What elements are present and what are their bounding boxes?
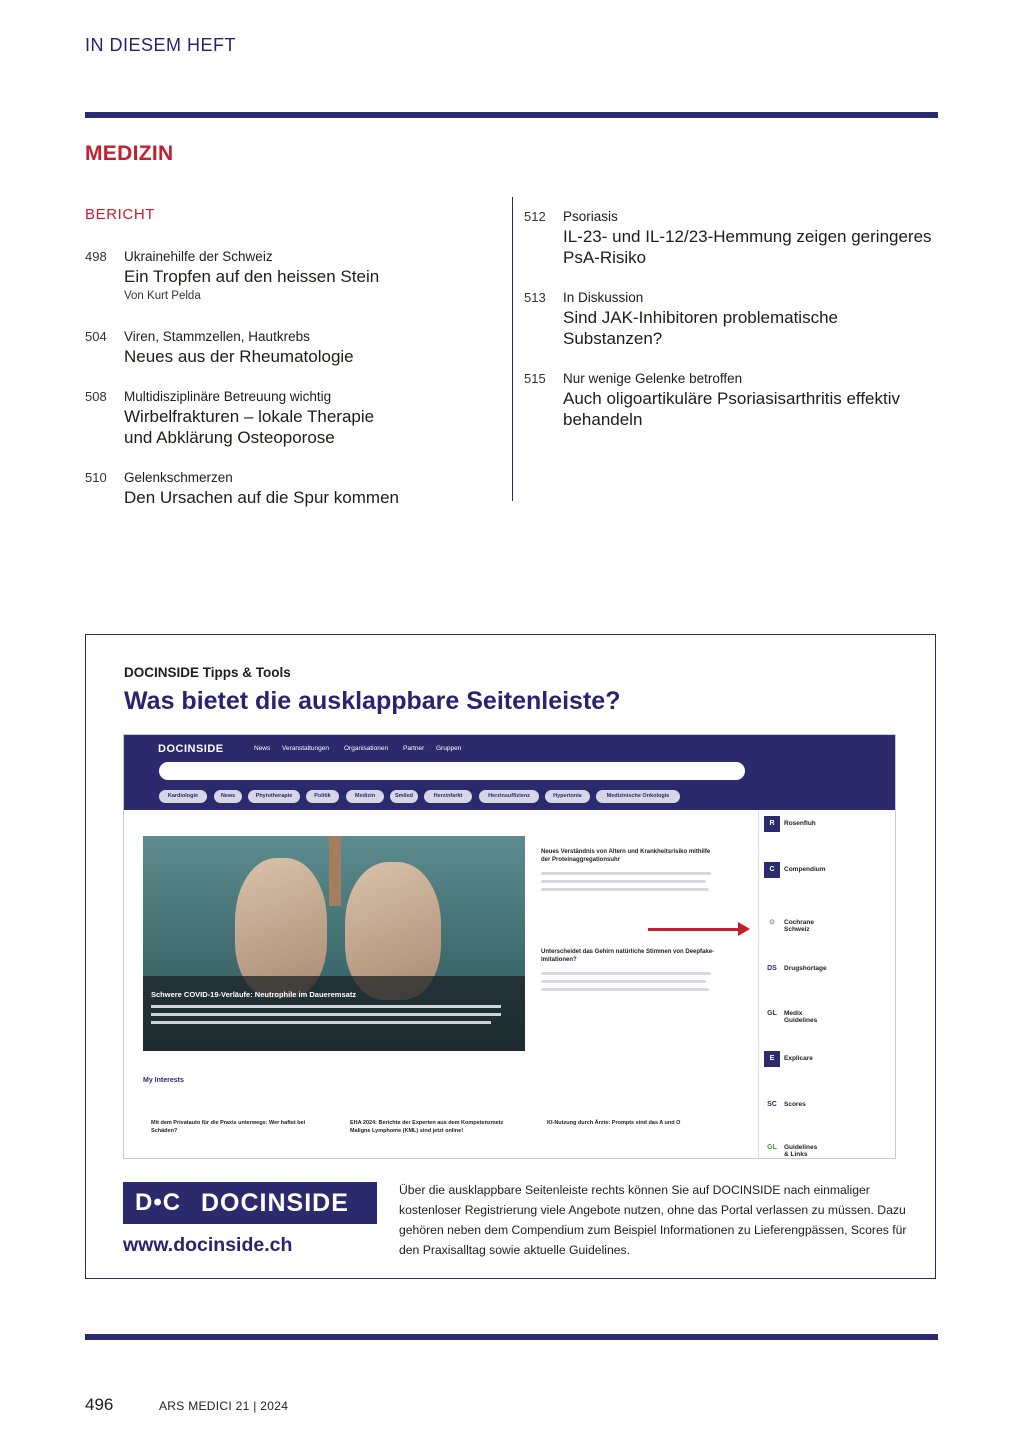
screenshot-card-title: KI-Nutzung durch Ärzte: Prompts sind das A und O (547, 1120, 681, 1126)
screenshot-chip: News (214, 790, 242, 803)
toc-entry[interactable] (85, 248, 505, 308)
sidebar-item-label: Scores (784, 1101, 806, 1108)
toc-title-line: Sind JAK-Inhibitoren problematische (563, 308, 838, 327)
hero-text-line (151, 1021, 491, 1024)
screenshot-chip: Hypertonie (545, 790, 590, 803)
toc-entry[interactable] (85, 388, 505, 450)
docinside-url[interactable]: www.docinside.ch (123, 1234, 293, 1256)
screenshot-nav-link: Gruppen (436, 745, 462, 752)
screenshot-chip: Medizinische Onkologie (596, 790, 680, 803)
toc-title-line: Wirbelfrakturen – lokale Therapie (124, 407, 375, 426)
promo-title: Was bietet die ausklappbare Seitenleiste? (124, 687, 621, 715)
screenshot-chip: Kardiologie (159, 790, 207, 803)
toc-page-number: 512 (524, 209, 546, 224)
screenshot-chip: Politik (306, 790, 339, 803)
rosenfluh-icon: R (764, 816, 780, 832)
toc-page-number: 515 (524, 371, 546, 386)
docinside-logo-mark: D•C (135, 1189, 182, 1216)
explicare-icon: E (764, 1051, 780, 1067)
page-number: 496 (85, 1395, 114, 1414)
sidebar-item-label: Drugshortage (784, 965, 827, 972)
screenshot-logo: DOCINSIDE (158, 743, 224, 755)
screenshot-chip: Herzinsuffizienz (479, 790, 539, 803)
screenshot-nav-link: Organisationen (344, 745, 389, 752)
trachea-illustration (329, 836, 341, 906)
screenshot-chip: Phytotherapie (248, 790, 300, 803)
toc-title: Den Ursachen auf die Spur kommen (124, 488, 399, 507)
screenshot-hero-image (143, 836, 525, 1051)
screenshot-chip: Medizin (346, 790, 384, 803)
toc-title: Ein Tropfen auf den heissen Stein (124, 267, 380, 286)
toc-page-number: 508 (85, 389, 107, 404)
subcategory-label: BERICHT (85, 206, 156, 223)
toc-page-number: 513 (524, 290, 546, 305)
screenshot-chip: Smiled (390, 790, 418, 803)
sidebar-item-label: Explicare (784, 1055, 813, 1062)
toc-title-line: IL-23- und IL-12/23-Hemmung zeigen geringeres (563, 227, 932, 246)
article-text-line (541, 988, 709, 991)
screenshot-chip: Herzinfarkt (424, 790, 472, 803)
toc-entry[interactable] (524, 370, 938, 432)
promo-description: Über die ausklappbare Seitenleiste rechts können Sie auf DOCINSIDE nach einmaliger kostenloser Registrierung viele Angebote nutzen, ohne das Portal verlassen zu müssen. Dazu gehören neben dem Compendium zum Beispiel Informationen zu Lieferengpässen, Scores für den Praxisalltag sowie aktuelle Guidelines. (399, 1183, 907, 1257)
toc-entry[interactable] (524, 208, 938, 270)
toc-entry[interactable] (85, 469, 505, 511)
toc-page-number: 510 (85, 470, 107, 485)
toc-title-line: Substanzen? (563, 329, 663, 348)
screenshot-card-title: Mit dem Privatauto für die Praxis unterwegs: Wer haftet bei Schäden? (151, 1120, 306, 1134)
toc-kicker: Nur wenige Gelenke betroffen (563, 371, 743, 386)
red-arrow-head-icon (738, 922, 750, 936)
scores-icon: SC (764, 1097, 780, 1113)
toc-page-number: 504 (85, 329, 107, 344)
sidebar-item-label: Medix Guidelines (784, 1010, 818, 1024)
toc-kicker: Psoriasis (563, 209, 618, 224)
screenshot-search-bar (159, 762, 745, 780)
hero-text-line (151, 1005, 501, 1008)
hero-title: Schwere COVID-19-Verläufe: Neutrophile im Daueremsatz (151, 990, 357, 999)
bottom-rule (85, 1334, 938, 1340)
toc-title-line: Auch oligoartikuläre Psoriasisarthritis effektiv (563, 389, 900, 408)
column-divider (512, 197, 513, 501)
my-interests-heading: My Interests (143, 1077, 184, 1084)
promo-kicker: DOCINSIDE Tipps & Tools (124, 665, 291, 680)
docinside-logo-text: DOCINSIDE (201, 1189, 349, 1217)
hero-text-line (151, 1013, 501, 1016)
toc-kicker: Viren, Stammzellen, Hautkrebs (124, 329, 310, 344)
toc-kicker: Multidisziplinäre Betreuung wichtig (124, 389, 332, 404)
toc-author: Von Kurt Pelda (124, 290, 201, 302)
toc-entry[interactable] (524, 289, 938, 351)
docinside-logo (123, 1182, 377, 1224)
article-text-line (541, 880, 706, 883)
red-arrow-line (648, 928, 742, 931)
sidebar-item-label: Compendium (784, 866, 826, 873)
screenshot-nav-link: News (254, 745, 271, 752)
article-text-line (541, 980, 706, 983)
toc-kicker: Ukrainehilfe der Schweiz (124, 249, 273, 264)
sidebar-item-label: Rosenfluh (784, 820, 816, 827)
screenshot-nav-link: Partner (403, 745, 425, 752)
category-heading: MEDIZIN (85, 142, 174, 165)
screenshot-nav-link: Veranstaltungen (282, 745, 329, 752)
toc-title: Neues aus der Rheumatologie (124, 347, 354, 366)
article-text-line (541, 972, 711, 975)
toc-entry[interactable] (85, 328, 505, 370)
article-text-line (541, 872, 711, 875)
screenshot-article-title: Unterscheidet das Gehirn natürliche Stimmen von Deepfake-Imitationen? (541, 949, 715, 963)
compendium-icon: C (764, 862, 780, 878)
screenshot-navbar (124, 735, 895, 810)
toc-page-number: 498 (85, 249, 107, 264)
toc-title-line: behandeln (563, 410, 643, 429)
toc-kicker: In Diskussion (563, 290, 644, 305)
medix-icon: GL (764, 1006, 780, 1022)
sidebar-item-label: Guidelines & Links (784, 1144, 818, 1158)
toc-title-line: PsA-Risiko (563, 248, 647, 267)
screenshot-sidebar (758, 811, 896, 1158)
toc-title-line: und Abklärung Osteoporose (124, 428, 335, 447)
screenshot-article-title: Neues Verständnis von Altern und Krankheitsrisiko mithilfe der Proteinaggregationsuhr (541, 849, 711, 863)
website-screenshot (123, 734, 896, 1159)
article-text-line (541, 888, 709, 891)
toc-kicker: Gelenkschmerzen (124, 470, 233, 485)
running-header: IN DIESEM HEFT (85, 35, 237, 55)
top-rule (85, 112, 938, 118)
journal-issue: ARS MEDICI 21 | 2024 (159, 1399, 289, 1413)
cochrane-icon: ⊙ (764, 915, 780, 931)
sidebar-item-label: Cochrane Schweiz (784, 919, 814, 933)
guidelines-icon: GL (764, 1140, 780, 1156)
drugshortage-icon: DS (764, 961, 780, 977)
screenshot-card-title: EHA 2024: Berichte der Experten aus dem Kompetenzmetz Maligne Lymphome (KML) sind jetzt online! (350, 1120, 504, 1134)
